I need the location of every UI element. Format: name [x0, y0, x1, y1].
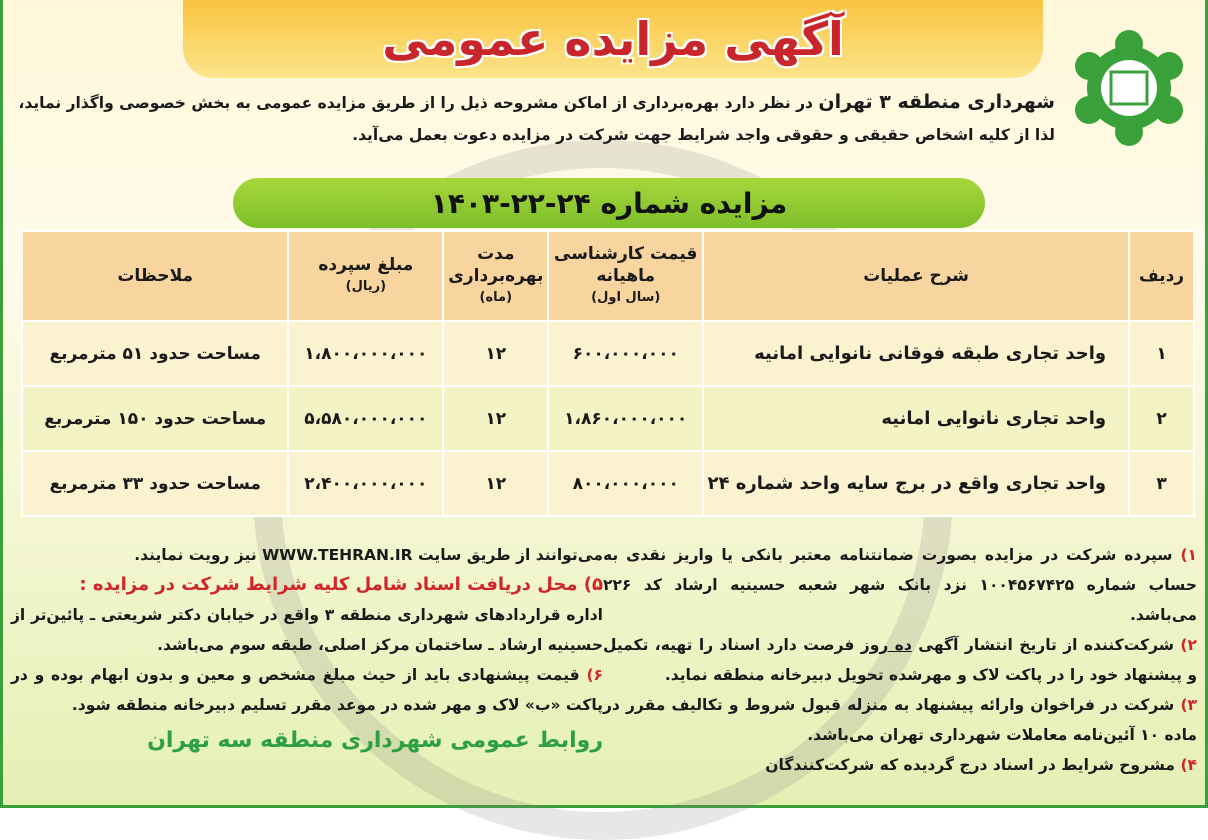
header-row: ردیف — [1129, 231, 1194, 321]
term-number: ۲) — [1180, 636, 1197, 654]
cell-deposit: ۵،۵۸۰،۰۰۰،۰۰۰ — [288, 386, 443, 451]
tehran-municipality-logo-icon — [1059, 28, 1199, 148]
header-duration-sub: (ماه) — [479, 290, 513, 305]
table-header — [22, 231, 1194, 321]
cell-row: ۳ — [1129, 451, 1194, 516]
cell-desc: واحد تجاری نانوایی امانیه — [703, 386, 1129, 451]
header-deposit-sub: (ریال) — [345, 279, 387, 294]
table-row — [22, 321, 1194, 386]
intro-paragraph — [5, 86, 1055, 151]
header-duration — [443, 231, 548, 321]
term-4-continued: می‌توانند از طریق سایت WWW.TEHRAN.IR نیز رویت نمایند. — [134, 546, 603, 564]
header-price-sub: (سال اول) — [591, 290, 661, 305]
term-number: ۶) — [586, 666, 603, 684]
term-2 — [603, 630, 1197, 690]
cell-price: ۸۰۰،۰۰۰،۰۰۰ — [548, 451, 703, 516]
terms-left-column — [11, 540, 603, 756]
header-deposit-label: مبلغ سپرده — [318, 255, 414, 275]
header-notes: ملاحظات — [22, 231, 288, 321]
term-text: قیمت پیشنهادی باید از حیث مبلغ مشخص و معین و بدون ابهام بوده و در پاکت «ب» لاک و مهر شده در موعد مقرر تسلیم دبیرخانه منطقه شود. — [11, 666, 603, 714]
term-number: ۴) — [1180, 756, 1197, 774]
term-3 — [603, 690, 1197, 750]
term-5-body: اداره قراردادهای شهرداری منطقه ۳ واقع در خیابان دکتر شریعتی ـ پائین‌تر از حسینیه ارشاد ـ ساختمان مرکز اصلی، طبقه سوم می‌باشد. — [11, 606, 603, 654]
table-row — [22, 451, 1194, 516]
cell-price: ۱،۸۶۰،۰۰۰،۰۰۰ — [548, 386, 703, 451]
cell-desc: واحد تجاری واقع در برج سایه واحد شماره ۲۴ — [703, 451, 1129, 516]
cell-notes: مساحت حدود ۵۱ مترمربع — [22, 321, 288, 386]
intro-line-1-wrapper — [5, 86, 1055, 119]
cell-notes: مساحت حدود ۱۵۰ مترمربع — [22, 386, 288, 451]
term-1 — [603, 540, 1197, 630]
header-deposit — [288, 231, 443, 321]
organization-name: شهرداری منطقه ۳ تهران — [818, 91, 1055, 113]
term-number: ۳) — [1180, 696, 1197, 714]
header-price-label: قیمت کارشناسی ماهیانه — [554, 244, 698, 286]
cell-row: ۱ — [1129, 321, 1194, 386]
terms-right-column — [603, 540, 1197, 780]
term-6 — [11, 660, 603, 720]
cell-price: ۶۰۰،۰۰۰،۰۰۰ — [548, 321, 703, 386]
cell-desc: واحد تجاری طبقه فوقانی نانوایی امانیه — [703, 321, 1129, 386]
term-underlined: ده روز — [860, 636, 912, 654]
term-text: شرکت در فراخوان وارائه پیشنهاد به منزله قبول شروط و تکالیف مقرر در ماده ۱۰ آئین‌نامه معاملات شهرداری تهران می‌باشد. — [603, 696, 1197, 744]
cell-deposit: ۲،۴۰۰،۰۰۰،۰۰۰ — [288, 451, 443, 516]
header-desc: شرح عملیات — [703, 231, 1129, 321]
cell-row: ۲ — [1129, 386, 1194, 451]
term-4 — [603, 750, 1197, 780]
cell-duration: ۱۲ — [443, 386, 548, 451]
table-row — [22, 386, 1194, 451]
cell-duration: ۱۲ — [443, 321, 548, 386]
term-text: فرصت دارد اسناد را تهیه، تکمیل و پیشنهاد خود را در پاکت لاک و مهرشده تحویل دبیرخانه منطقه نماید. — [603, 636, 1197, 684]
term-number: ۱) — [1180, 546, 1197, 564]
auction-number: مزایده شماره ۲۴-۲۲-۱۴۰۳ — [233, 178, 985, 228]
cell-notes: مساحت حدود ۳۳ مترمربع — [22, 451, 288, 516]
header-duration-label: مدت بهره‌برداری — [448, 244, 544, 286]
notice-title: آگهی مزایده عمومی — [382, 12, 844, 66]
term-5-heading: ۵) محل دریافت اسناد شامل کلیه شرایط شرکت در مزایده : — [79, 574, 603, 595]
signature: روابط عمومی شهرداری منطقه سه تهران — [147, 728, 603, 753]
intro-line-1: در نظر دارد بهره‌برداری از اماکن مشروحه ذیل را از طریق مزایده عمومی به بخش خصوصی واگذار نماید، — [18, 94, 814, 112]
term-text: شرکت‌کننده از تاریخ انتشار آگهی — [918, 636, 1174, 654]
header-price — [548, 231, 703, 321]
title-banner — [183, 0, 1043, 78]
auction-table — [21, 230, 1195, 517]
term-text: مشروح شرایط در اسناد درج گردیده که شرکت‌کنندگان — [765, 756, 1176, 774]
cell-deposit: ۱،۸۰۰،۰۰۰،۰۰۰ — [288, 321, 443, 386]
intro-line-2: لذا از کلیه اشخاص حقیقی و حقوقی واجد شرایط جهت شرکت در مزایده دعوت بعمل می‌آید. — [352, 126, 1055, 144]
term-text: سپرده شرکت در مزایده بصورت ضمانتنامه معتبر بانکی یا واریز نقدی به حساب شماره ۱۰۰۴۵۶۷۴۲۵ نزد بانک شهر شعبه حسینیه ارشاد کد ۲۲۶ می‌باشد. — [603, 546, 1197, 624]
cell-duration: ۱۲ — [443, 451, 548, 516]
